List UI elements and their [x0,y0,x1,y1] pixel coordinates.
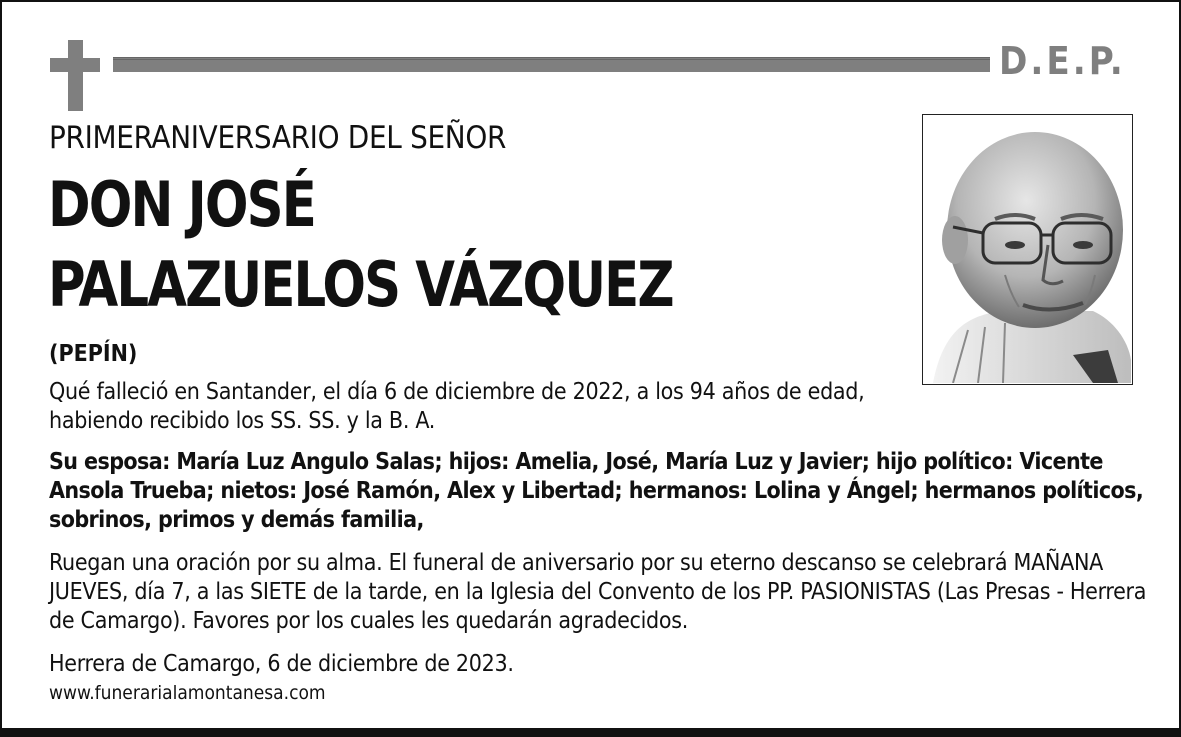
deceased-nickname: (PEPÍN) [49,341,138,367]
anniversary-subtitle: PRIMERANIVERSARIO DEL SEÑOR [49,120,507,156]
portrait-image [923,115,1131,383]
cross-icon [50,40,100,111]
deceased-name-line1: DON JOSÉ [48,168,316,241]
deceased-name-line2: PALAZUELOS VÁZQUEZ [48,248,673,321]
deceased-portrait [922,114,1133,385]
funeral-request-text: Ruegan una oración por su alma. El funeral de aniversario por su eterno descanso se celebrará MAÑANA JUEVES, día 7, a las SIETE de la tarde, en la Iglesia del Convento de los PP. PASIONISTAS (Las Presas - Herrera de Camargo). Favores por los cuales les quedarán agradecidos. [49,550,1147,634]
dep-label: D.E.P. [999,39,1126,83]
death-info-text: Qué falleció en Santander, el día 6 de diciembre de 2022, a los 94 años de edad, habiendo recibido los SS. SS. y la B. A. [49,379,865,434]
funeral-home-website: www.funerarialamontanesa.com [49,682,326,704]
family-text: Su esposa: María Luz Angulo Salas; hijos: Amelia, José, María Luz y Javier; hijo político: Vicente Ansola Trueba; nietos: José Ramón, Alex y Libertad; hermanos: Lolina y Ángel; hermanos políticos, sobrinos, primos y demás familia, [49,449,1144,533]
header-rule [113,57,990,72]
place-date-text: Herrera de Camargo, 6 de diciembre de 2023. [49,651,514,677]
